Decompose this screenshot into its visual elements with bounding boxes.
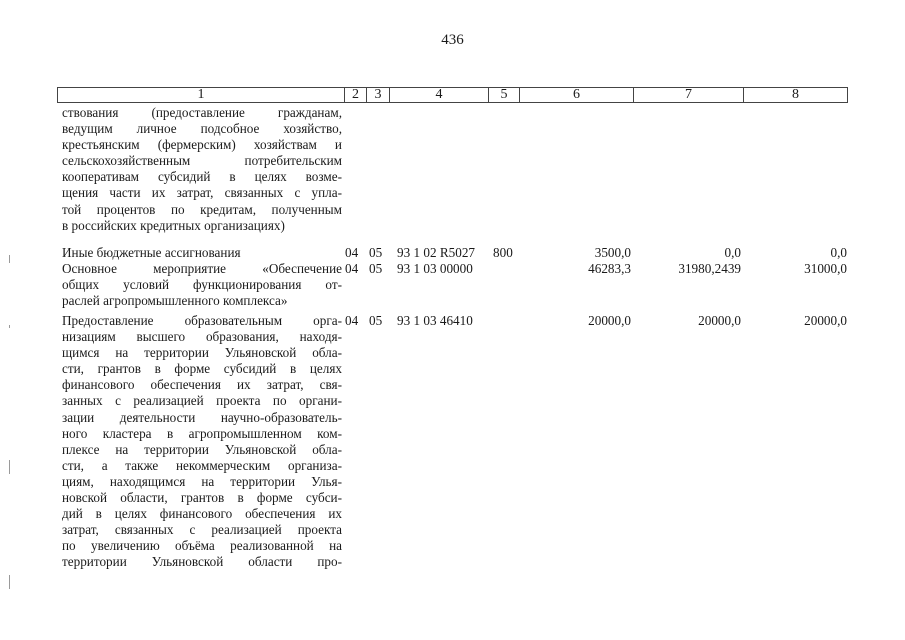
scan-artifact (9, 255, 10, 263)
text-line: плексе на территории Ульяновской обла- (62, 441, 342, 457)
cell-value-8: 31000,0 (804, 261, 847, 276)
cell-value-7: 20000,0 (698, 313, 741, 328)
text-line: кооперативам субсидий в целях возме- (62, 169, 342, 185)
cell-value-6: 3500,0 (594, 245, 631, 260)
text-line: ствования (предоставление гражданам, (62, 105, 342, 120)
cell-csr: 93 1 03 00000 (397, 261, 473, 276)
text-line: Предоставление образовательным орга- (62, 313, 342, 328)
text-line: сти, грантов в форме субсидий в целях (62, 361, 342, 377)
header-col-5: 5 (488, 88, 519, 102)
text-line: Основное мероприятие «Обеспечение (62, 261, 342, 276)
cell-value-8: 20000,0 (804, 313, 847, 328)
cell-value-6: 20000,0 (588, 313, 631, 328)
table-row-description (62, 105, 342, 234)
cell-value-8: 0,0 (830, 245, 847, 260)
text-line: сельскохозяйственным потребительским (62, 153, 342, 169)
header-col-8: 8 (743, 88, 847, 102)
scan-artifact (9, 460, 10, 474)
cell-vr: 800 (493, 245, 513, 260)
text-line: новской области, грантов в форме субси- (62, 490, 342, 506)
text-line: щения части их затрат, связанных с упла- (62, 185, 342, 201)
text-line: финансового обеспечения их затрат, свя- (62, 377, 342, 393)
text-line: общих условий функционирования от- (62, 277, 342, 293)
cell-csr: 93 1 03 46410 (397, 313, 473, 328)
text-line: сти, а также некоммерческим организа- (62, 457, 342, 473)
table-row-description (62, 313, 342, 571)
cell-value-7: 31980,2439 (678, 261, 741, 276)
text-line: дий в целях финансового обеспечения их (62, 506, 342, 522)
header-col-7: 7 (633, 88, 743, 102)
text-line: крестьянским (фермерским) хозяйствам и (62, 137, 342, 153)
text-line: низациям высшего образования, находя- (62, 329, 342, 345)
header-col-6: 6 (519, 88, 633, 102)
header-col-1: 1 (197, 87, 205, 102)
text-line: ного кластера в агропромышленном ком- (62, 425, 342, 441)
text-line: территории Ульяновской области про- (62, 554, 342, 570)
cell-rz: 04 (345, 245, 359, 260)
text-line: затрат, связанных с реализацией проекта (62, 522, 342, 538)
text-line: по увеличению объёма реализованной на (62, 538, 342, 554)
table-header-row (57, 87, 848, 103)
cell-pr: 05 (369, 261, 383, 276)
scan-artifact (9, 325, 10, 328)
text-line: той процентов по кредитам, полученным (62, 201, 342, 217)
table-row-description (62, 245, 342, 261)
text-line: раслей агропромышленного комплекса» (62, 293, 288, 309)
text-line: циям, находящимся на территории Улья- (62, 473, 342, 489)
cell-rz: 04 (345, 261, 359, 276)
table-row-description (62, 261, 342, 309)
cell-rz: 04 (345, 313, 359, 328)
cell-value-7: 0,0 (724, 245, 741, 260)
cell-pr: 05 (369, 313, 383, 328)
cell-value-6: 46283,3 (588, 261, 631, 276)
text-line: ведущим личное подсобное хозяйство, (62, 121, 342, 137)
text-line: в российских кредитных организациях) (62, 217, 285, 233)
text-line: зации деятельности научно-образователь- (62, 409, 342, 425)
header-col-4: 4 (389, 88, 488, 102)
header-col-2: 2 (344, 88, 366, 102)
cell-csr: 93 1 02 R5027 (397, 245, 476, 260)
text-line: занных с реализацией проекта по органи- (62, 393, 342, 409)
cell-pr: 05 (369, 245, 383, 260)
header-col-3: 3 (366, 88, 389, 102)
text-line: Иные бюджетные ассигнования (62, 245, 241, 260)
page-number: 436 (441, 32, 464, 48)
text-line: щимся на территории Ульяновской обла- (62, 345, 342, 361)
scan-artifact (9, 575, 10, 589)
